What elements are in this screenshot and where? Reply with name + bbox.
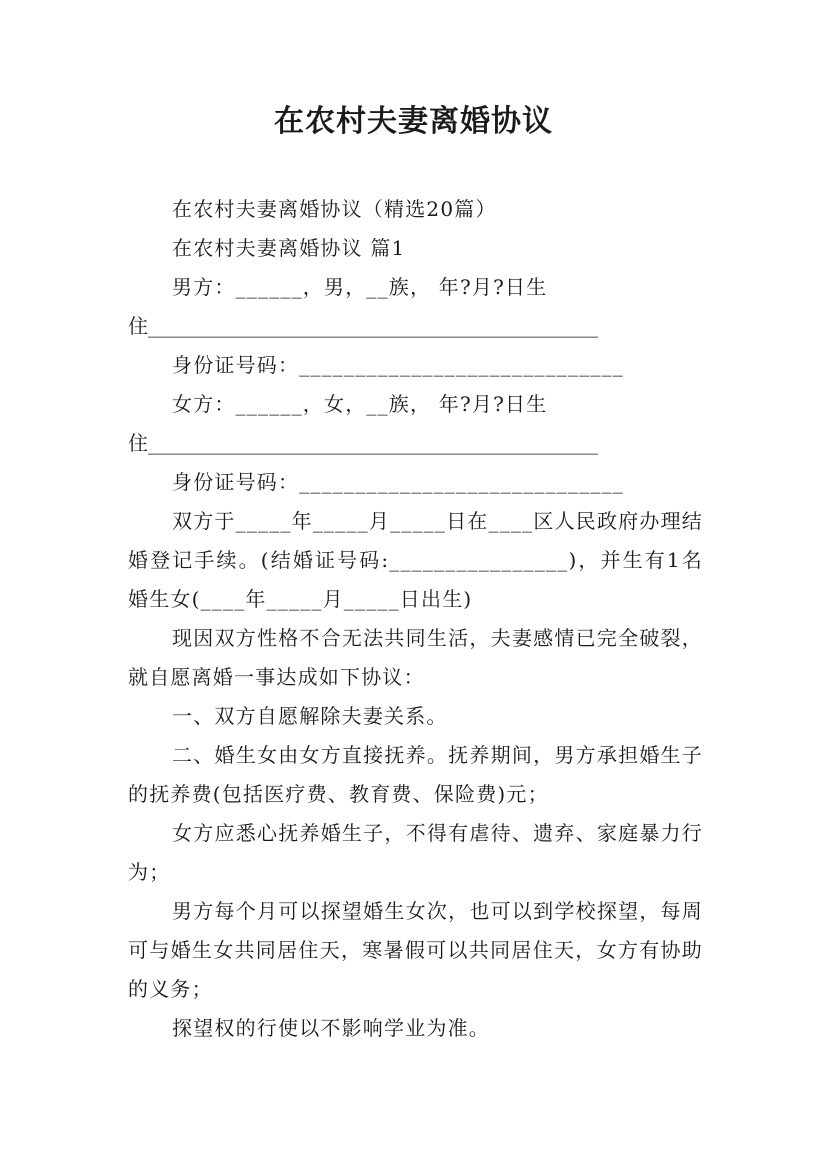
female-address-line: 住_____________________________________________ — [128, 431, 598, 455]
clause-one-paragraph: 一、双方自愿解除夫妻关系。 — [172, 704, 448, 728]
female-party-line: 女方：______，女，__族， 年?月?日生 — [172, 392, 548, 416]
subtitle-line: 在农村夫妻离婚协议（精选20篇） — [172, 197, 497, 221]
visitation-limit-paragraph: 探望权的行使以不影响学业为准。 — [172, 1016, 490, 1040]
visitation-paragraph: 男方每个月可以探望婚生女次，也可以到学校探望，每周可与婚生女共同居住天，寒暑假可以共同居住天，女方有协助的义务； — [128, 899, 703, 1001]
female-id-line: 身份证号码：_____________________________ — [172, 470, 624, 494]
custody-duty-paragraph: 女方应悉心抚养婚生子，不得有虐待、遗弃、家庭暴力行为； — [128, 821, 703, 884]
male-party-line: 男方：______，男，__族， 年?月?日生 — [172, 275, 548, 299]
document-title: 在农村夫妻离婚协议 — [274, 104, 553, 139]
document-body — [128, 190, 703, 1048]
male-address-line: 住_____________________________________________ — [128, 314, 598, 338]
section-heading: 在农村夫妻离婚协议 篇1 — [172, 236, 406, 260]
divorce-reason-paragraph: 现因双方性格不合无法共同生活，夫妻感情已完全破裂，就自愿离婚一事达成如下协议： — [128, 626, 703, 689]
marriage-registration-paragraph: 双方于_____年_____月_____日在____区人民政府办理结婚登记手续。(结婚证号码:________________)，并生有1名婚生女(____年_____月_____日出生) — [128, 509, 703, 611]
clause-two-paragraph: 二、婚生女由女方直接抚养。抚养期间，男方承担婚生子的抚养费(包括医疗费、教育费、保险费)元； — [128, 743, 703, 806]
male-id-line: 身份证号码：_____________________________ — [172, 353, 624, 377]
